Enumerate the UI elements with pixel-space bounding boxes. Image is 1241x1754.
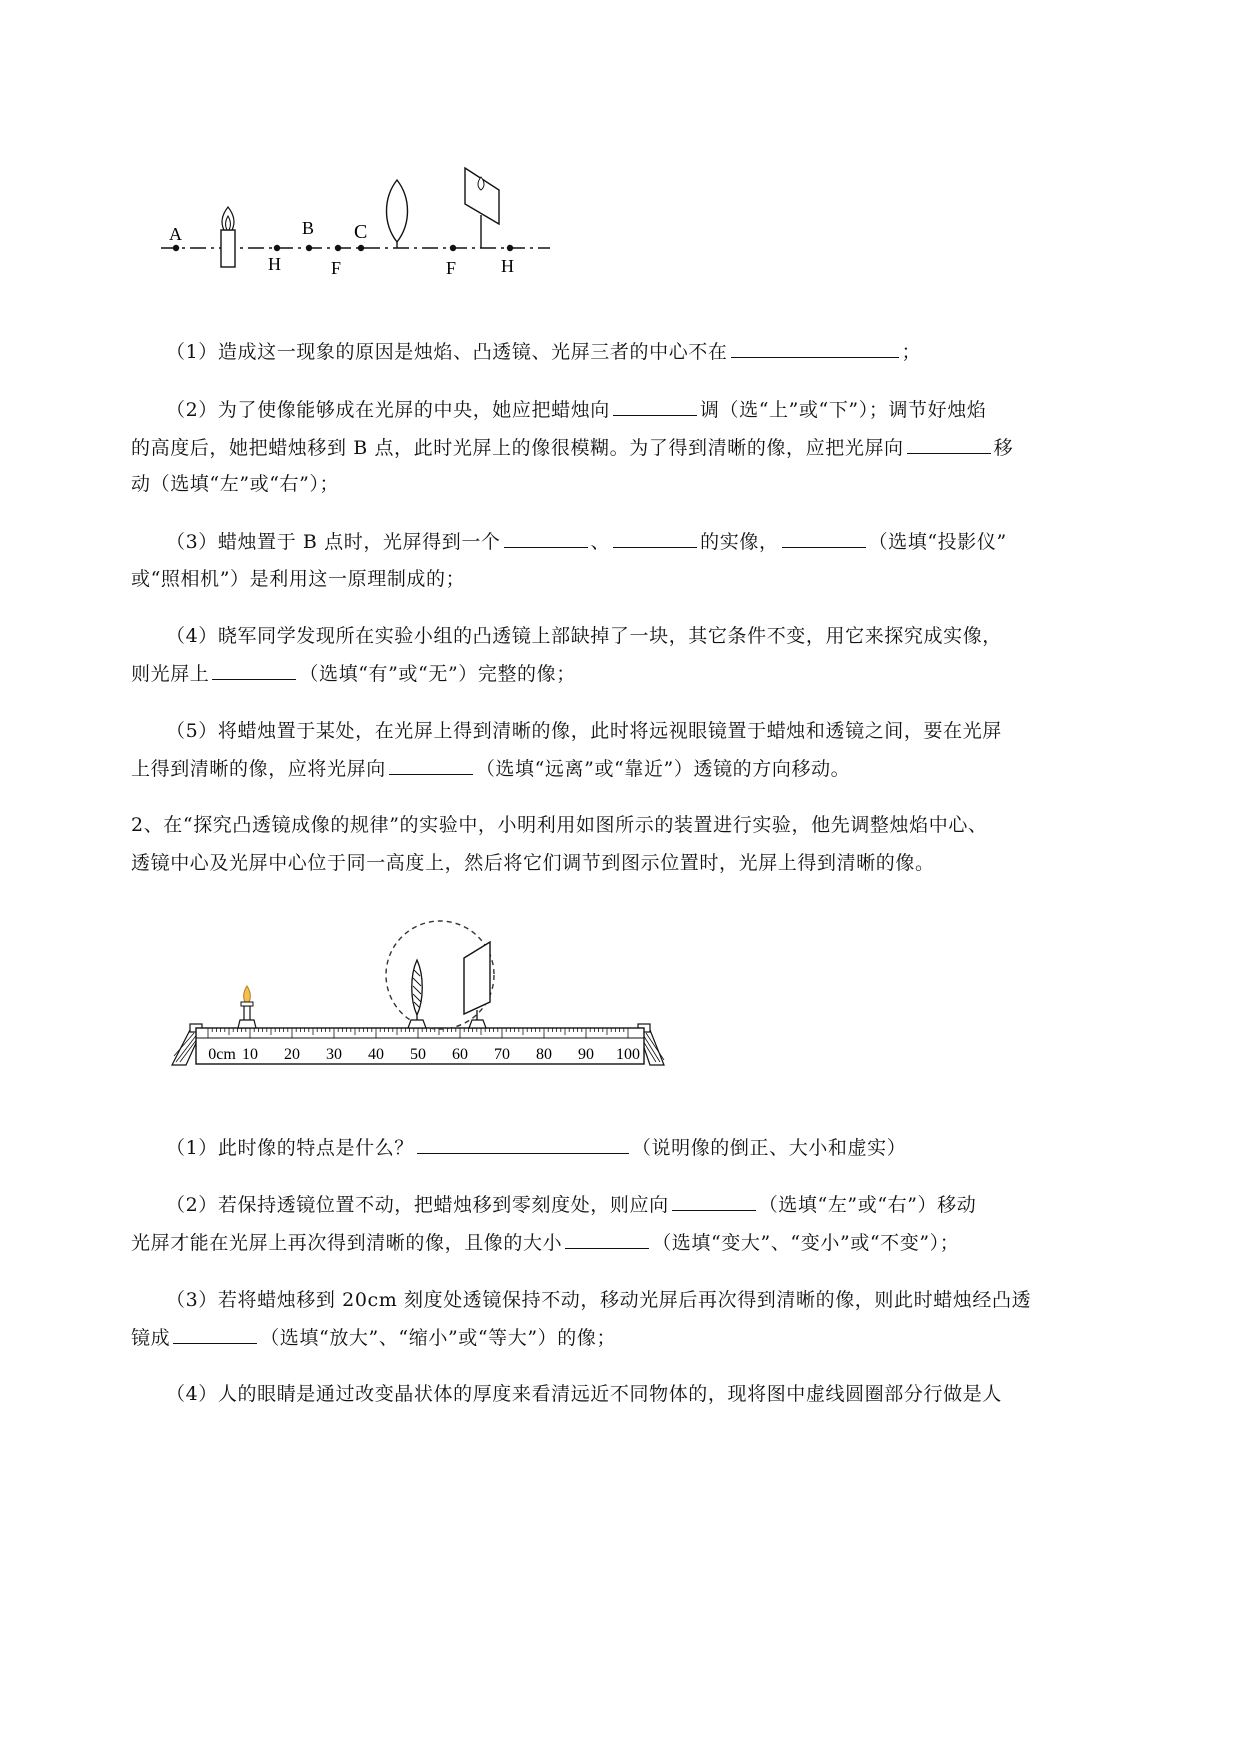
q2-part2-line2	[131, 1228, 959, 1257]
q1-part5-line2	[131, 754, 850, 783]
q2-part2-text-b: （选填“左”或“右”）移动	[758, 1194, 977, 1216]
label-B: B	[302, 218, 315, 238]
q1-part4-line1	[166, 622, 1002, 650]
q2-part4-text-a: （4）人的眼睛是通过改变晶状体的厚度来看清远近不同物体的，现将图中虚线圆圈部分行做是人	[166, 1383, 1002, 1405]
point-B	[306, 245, 312, 251]
label-A: A	[169, 224, 182, 244]
q1-part3-text-b: 、	[590, 531, 611, 553]
q2-part4-line1	[166, 1380, 1002, 1408]
q2-intro-text-1: 2、在“探究凸透镜成像的规律”的实验中，小明利用如图所示的装置进行实验，他先调整烛焰中心、	[131, 814, 988, 836]
point-H-right	[507, 245, 513, 251]
answer-blank[interactable]	[565, 1228, 649, 1249]
q1-part1	[166, 337, 921, 366]
answer-blank[interactable]	[613, 527, 697, 548]
point-H-left	[274, 245, 280, 251]
label-F-right: F	[446, 258, 457, 278]
q1-part2-text-e: 动（选填“左”或“右”）；	[131, 473, 340, 495]
candle	[221, 207, 235, 267]
point-A	[173, 245, 179, 251]
answer-blank[interactable]	[417, 1133, 629, 1154]
ruler-label: 30	[326, 1046, 342, 1063]
ruler-label: 70	[494, 1046, 510, 1063]
label-F-left: F	[331, 258, 342, 278]
label-H-right: H	[501, 256, 514, 276]
q1-part2-text-c: 的高度后，她把蜡烛移到 B 点，此时光屏上的像很模糊。为了得到清晰的像，应把光屏向	[131, 437, 904, 459]
candle	[238, 986, 256, 1028]
answer-blank[interactable]	[731, 337, 899, 358]
q1-part3-text-e: 或“照相机”）是利用这一原理制成的；	[131, 568, 466, 590]
q2-part2-line1	[166, 1190, 976, 1219]
light-screen	[464, 942, 490, 1028]
q2-part3-text-a: （3）若将蜡烛移到 20cm 刻度处透镜保持不动，移动光屏后再次得到清晰的像，则此时蜡烛经凸透	[166, 1289, 1032, 1311]
q2-part3-line2	[131, 1323, 616, 1352]
ruler-label: 80	[536, 1046, 552, 1063]
q1-part3-text-c: 的实像，	[700, 531, 779, 553]
q1-part5-text-c: （选填“远离”或“靠近”）透镜的方向移动。	[475, 758, 851, 780]
q2-part1-text-a: （1）此时像的特点是什么？	[166, 1137, 414, 1159]
q2-part1-text-b: （说明像的倒正、大小和虚实）	[631, 1137, 907, 1159]
q2-intro-line2	[131, 849, 935, 877]
convex-lens	[408, 960, 426, 1028]
label-H-left: H	[268, 254, 281, 274]
answer-blank[interactable]	[672, 1190, 756, 1211]
q1-part3-line1	[166, 527, 1007, 556]
q1-part3-text-d: （选填“投影仪”	[868, 531, 1007, 553]
ruler-label: 50	[410, 1046, 426, 1063]
ruler-label: 90	[578, 1046, 594, 1063]
ruler-label: 40	[368, 1046, 384, 1063]
q1-part2-text-b: 调（选“上”或“下”）；调节好烛焰	[699, 399, 987, 421]
ruler-label: 10	[242, 1046, 258, 1063]
q1-part4-text-b: 则光屏上	[131, 663, 210, 685]
q1-part3-line2	[131, 565, 465, 593]
q2-part1	[166, 1133, 906, 1162]
q1-part1-end: ；	[901, 341, 922, 363]
answer-blank[interactable]	[173, 1323, 257, 1344]
q1-part2-text-a: （2）为了使像能够成在光屏的中央，她应把蜡烛向	[166, 399, 610, 421]
q1-part5-text-b: 上得到清晰的像，应将光屏向	[131, 758, 386, 780]
answer-blank[interactable]	[613, 395, 697, 416]
convex-lens	[387, 180, 408, 248]
label-C: C	[354, 221, 368, 243]
ruler-label-zero: 0cm	[208, 1046, 236, 1063]
answer-blank[interactable]	[782, 527, 866, 548]
ruler-label: 20	[284, 1046, 300, 1063]
q1-part2-line3	[131, 470, 339, 498]
q1-part4-text-a: （4）晓军同学发现所在实验小组的凸透镜上部缺掉了一块，其它条件不变，用它来探究成实像，	[166, 625, 1002, 647]
answer-blank[interactable]	[907, 433, 991, 454]
q2-part3-text-c: （选填“放大”、“缩小”或“等大”）的像；	[260, 1327, 617, 1349]
q1-part2-text-d: 移	[993, 437, 1014, 459]
q2-intro-text-2: 透镜中心及光屏中心位于同一高度上，然后将它们调节到图示位置时，光屏上得到清晰的像。	[131, 852, 935, 874]
q2-part3-text-b: 镜成	[131, 1327, 171, 1349]
answer-blank[interactable]	[212, 659, 296, 680]
answer-blank[interactable]	[504, 527, 588, 548]
q1-part2-line1	[166, 395, 986, 424]
ruler-label: 100	[616, 1046, 640, 1063]
q1-part5-line1	[166, 717, 1002, 745]
q2-part2-text-d: （选填“变大”、“变小”或“不变”）；	[652, 1232, 960, 1254]
point-F-left	[335, 245, 341, 251]
q2-intro-line1	[131, 811, 988, 839]
point-C	[358, 245, 364, 251]
q2-part2-text-c: 光屏才能在光屏上再次得到清晰的像，且像的大小	[131, 1232, 563, 1254]
optics-diagram-1	[155, 160, 615, 300]
q2-part3-line1	[166, 1286, 1031, 1314]
q1-part1-text: （1）造成这一现象的原因是烛焰、凸透镜、光屏三者的中心不在	[166, 341, 728, 363]
q1-part4-line2	[131, 659, 576, 688]
light-screen	[465, 168, 499, 248]
ruler-label: 60	[452, 1046, 468, 1063]
q1-part5-text-a: （5）将蜡烛置于某处，在光屏上得到清晰的像，此时将远视眼镜置于蜡烛和透镜之间，要在光屏	[166, 720, 1002, 742]
answer-blank[interactable]	[389, 754, 473, 775]
point-F-right	[450, 245, 456, 251]
q1-part3-text-a: （3）蜡烛置于 B 点时，光屏得到一个	[166, 531, 501, 553]
q1-part2-line2	[131, 433, 1013, 462]
q1-part4-text-c: （选填“有”或“无”）完整的像；	[299, 663, 576, 685]
optical-bench-diagram	[168, 920, 672, 1070]
q2-part2-text-a: （2）若保持透镜位置不动，把蜡烛移到零刻度处，则应向	[166, 1194, 669, 1216]
